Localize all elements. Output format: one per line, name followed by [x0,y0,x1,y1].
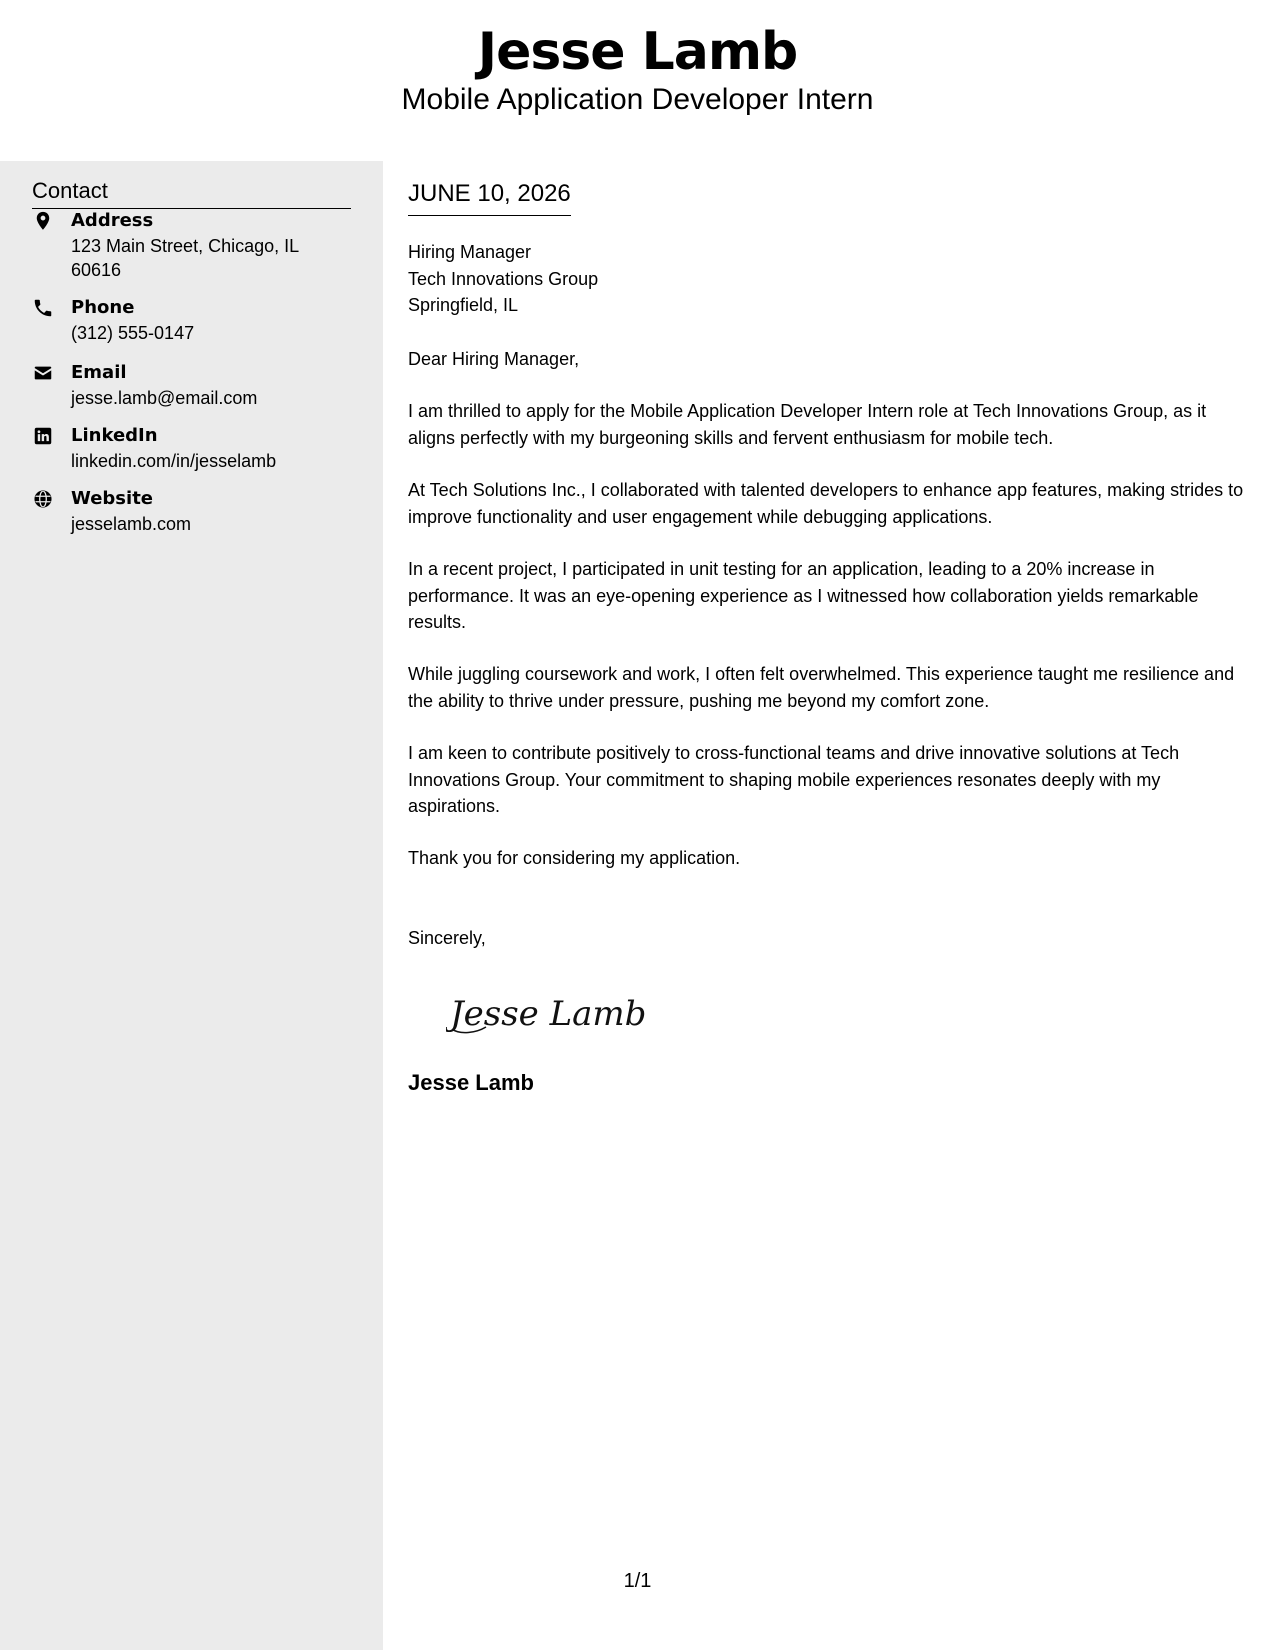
job-title: Mobile Application Developer Intern [401,83,874,116]
phone-value: (312) 555-0147 [71,323,195,343]
recipient-block [408,239,598,319]
contact-heading: Contact [32,176,351,209]
phone-icon [32,297,54,319]
paragraph: While juggling coursework and work, I often felt overwhelmed. This experience taught me resilience and the ability to thrive under pressure, pushing me beyond my comfort zone. [408,664,1235,711]
address-value: 123 Main Street, Chicago, IL 60616 [71,236,299,280]
linkedin-value[interactable]: linkedin.com/in/jesselamb [71,451,277,471]
phone-label: Phone [71,297,135,318]
globe-icon [32,488,54,510]
envelope-icon [32,362,54,384]
paragraph: I am keen to contribute positively to cross-functional teams and drive innovative solutions at Tech Innovations Group. Your commitment to shaping mobile experiences resonates deeply with my aspirations. [408,743,1180,816]
recipient-line: Springfield, IL [408,295,519,315]
header [0,0,1275,161]
salutation: Dear Hiring Manager, [408,349,580,369]
recipient-line: Hiring Manager [408,242,532,262]
contact-email [32,361,362,411]
signer-name: Jesse Lamb [408,1070,534,1095]
email-label: Email [71,362,127,383]
paragraph: At Tech Solutions Inc., I collaborated with talented developers to enhance app features, making strides to improve functionality and user engagement while debugging applications. [408,480,1244,527]
paragraph: In a recent project, I participated in unit testing for an application, leading to a 20% increase in performance. It was an eye-opening experience as I witnessed how collaboration yields remarkable results. [408,559,1199,632]
contact-address [32,209,362,281]
linkedin-icon [32,425,54,447]
paragraph: Thank you for considering my application. [408,848,741,868]
contact-website [32,487,362,537]
website-label: Website [71,488,154,509]
contact-linkedin [32,424,362,474]
email-value: jesse.lamb@email.com [71,388,258,408]
contact-phone [32,296,362,346]
contact-sidebar [0,161,383,1650]
address-label: Address [71,210,154,231]
recipient-line: Tech Innovations Group [408,268,599,289]
handwritten-signature [446,983,646,1039]
map-pin-icon [32,210,54,232]
applicant-name: Jesse Lamb [477,22,798,82]
website-value[interactable]: jesselamb.com [71,514,192,534]
closing: Sincerely, [408,928,486,948]
page-number: 1/1 [623,1570,652,1592]
letter-date: JUNE 10, 2026 [408,179,571,216]
svg-text:Jesse Lamb: Jesse Lamb [450,994,646,1034]
linkedin-label: LinkedIn [71,425,158,446]
paragraph: I am thrilled to apply for the Mobile Application Developer Intern role at Tech Innovations Group, as it aligns perfectly with my burgeoning skills and fervent enthusiasm for mobile tech. [408,401,1207,448]
